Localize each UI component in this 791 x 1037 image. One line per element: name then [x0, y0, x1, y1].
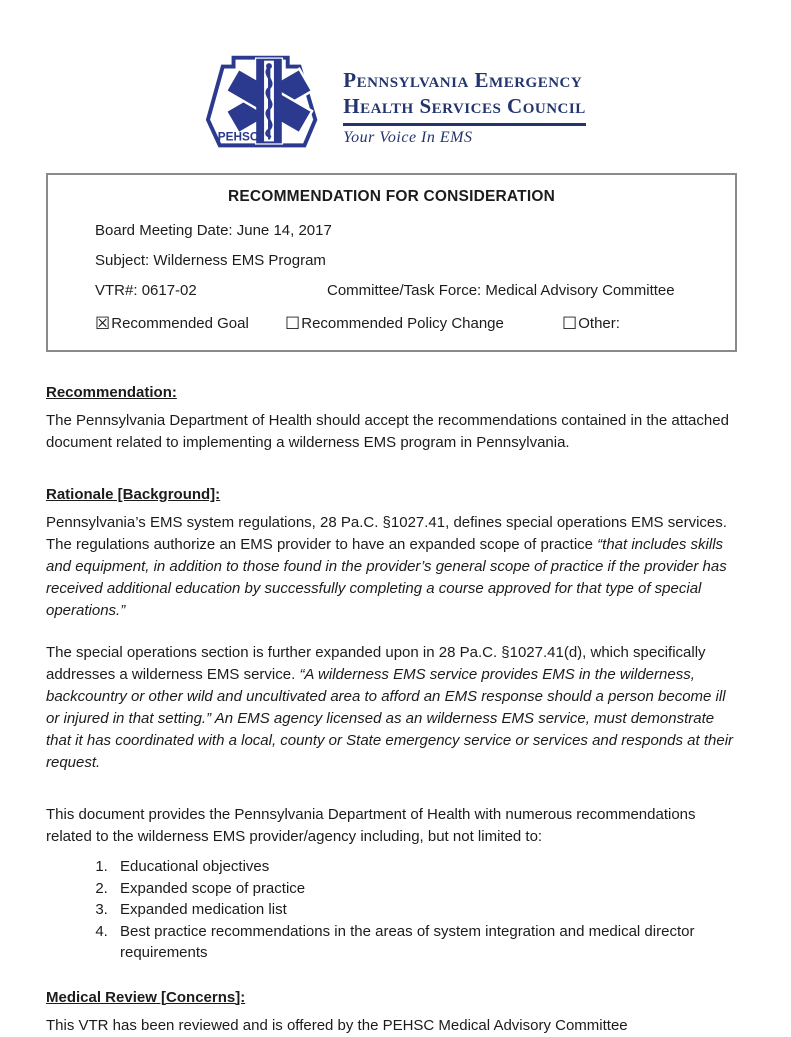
medical-review-paragraph: This VTR has been reviewed and is offered by the PEHSC Medical Advisory Committee — [46, 1016, 628, 1034]
document-body — [0, 384, 791, 1037]
rationale-heading: Rationale [Background]: — [46, 486, 221, 503]
unchecked-checkbox-icon[interactable]: ☐ — [285, 314, 301, 334]
list-item: 1. Educational objectives — [112, 856, 743, 878]
vtr-field — [95, 281, 327, 301]
logo-acronym-text: PEHSC — [218, 129, 259, 144]
logo-tagline: Your Voice In EMS — [343, 128, 473, 146]
rationale-p2-quote: “A wilderness EMS service provides EMS in the wilderness, backcountry or other wild and uncultivated area to afford an EMS response should a person become ill or injured in that setting.” — [46, 666, 726, 727]
unchecked-checkbox-icon[interactable]: ☐ — [562, 314, 578, 334]
rationale-p2-italic-continuation: An EMS agency licensed as an wilderness EMS service, must demonstrate that it has coordinated with a local, county or State emergency service or services and responds at their request. — [46, 710, 734, 771]
rationale-p1-normal: Pennsylvania’s EMS system regulations, 28 Pa.C. §1027.41, defines special operations EMS services. The regulations authorize an EMS provider to have an expanded scope of practice — [46, 514, 727, 553]
rationale-p1-quote: “that includes skills and equipment, in addition to those found in the provider’s general scope of practice if the provider has received additional education by successfully completing a course approved for that type of special operations.” — [46, 536, 727, 619]
document-intro-paragraph: This document provides the Pennsylvania Department of Health with numerous recommendations related to the wilderness EMS provider/agency including, but not limited to: — [46, 806, 696, 845]
recommendation-list — [112, 856, 743, 964]
recommendation-heading: Recommendation: — [46, 384, 177, 401]
form-title: RECOMMENDATION FOR CONSIDERATION — [227, 188, 555, 205]
vtr-committee-row — [95, 281, 735, 301]
recommendation-paragraph: The Pennsylvania Department of Health should accept the recommendations contained in the attached document related to implementing a wilderness EMS program in Pennsylvania. — [46, 412, 729, 451]
list-item: 3. Expanded medication list — [112, 899, 743, 921]
board-meeting-date-row — [95, 221, 735, 241]
subject-label: Subject: — [95, 252, 150, 269]
org-name-line1: Pennsylvania Emergency — [343, 67, 583, 92]
committee-value: Medical Advisory Committee — [485, 282, 675, 299]
subject-value: Wilderness EMS Program — [153, 252, 326, 269]
committee-label: Committee/Task Force: — [327, 282, 482, 299]
star-of-life-keystone-icon — [205, 52, 333, 155]
checkbox-recommended-policy-change-label: Recommended Policy Change — [301, 315, 504, 332]
checkbox-other[interactable] — [562, 315, 620, 332]
org-name-line2: Health Services Council — [343, 93, 586, 118]
checkbox-recommended-goal[interactable] — [95, 315, 285, 332]
pehsc-logo — [0, 0, 791, 155]
recommendation-form-box — [46, 173, 737, 352]
checkbox-row — [95, 315, 725, 332]
checked-checkbox-icon[interactable]: ☒ — [95, 314, 111, 334]
logo-text-block — [343, 61, 585, 147]
checkbox-other-label: Other: — [578, 315, 620, 332]
rationale-paragraph-1 — [46, 512, 743, 622]
vtr-value: 0617-02 — [141, 282, 197, 299]
rationale-paragraph-2 — [46, 642, 743, 774]
checkbox-recommended-goal-label: Recommended Goal — [111, 315, 249, 332]
checkbox-recommended-policy-change[interactable] — [285, 315, 562, 332]
board-meeting-date-label: Board Meeting Date: — [95, 222, 233, 239]
subject-row — [95, 251, 735, 271]
logo-divider — [343, 123, 585, 126]
rationale-p2-normal: The special operations section is further expanded upon in 28 Pa.C. §1027.41(d), which specifically addresses a wilderness EMS service. — [46, 644, 706, 683]
vtr-label: VTR#: — [95, 282, 138, 299]
committee-field — [327, 281, 675, 301]
list-item: 2. Expanded scope of practice — [112, 878, 743, 900]
medical-review-heading: Medical Review [Concerns]: — [46, 988, 246, 1006]
list-item: 4. Best practice recommendations in the areas of system integration and medical director requirements — [112, 921, 743, 964]
board-meeting-date-value: June 14, 2017 — [236, 222, 332, 239]
